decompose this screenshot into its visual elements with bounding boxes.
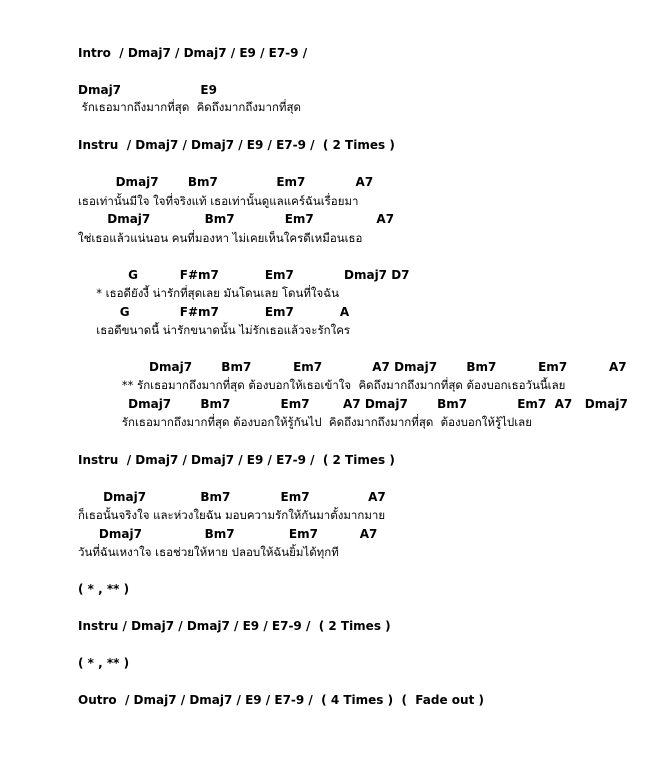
repeat-marker: ( * , ** ) [78, 656, 130, 670]
intro-line: Intro / Dmaj7 / Dmaj7 / E9 / E7-9 / [78, 46, 308, 60]
lyric-line: เธอดีขนาดนี้ น่ารักขนาดนั้น ไม่รักเธอแล้วจะรักใคร [78, 323, 351, 337]
lyric-line: เธอเท่านั้นมีใจ ใจที่จริงแท้ เธอเท่านั้นดูแลแคร์ฉันเรื่อยมา [78, 194, 359, 208]
lyric-line: ใช่เธอแล้วแน่นอน คนที่มองหา ไม่เคยเห็นใครดีเหมือนเธอ [78, 231, 363, 245]
repeat-marker: ( * , ** ) [78, 582, 130, 596]
lyric-line: รักเธอมากถึงมากที่สุด ต้องบอกให้รู้กันไป คิดถึงมากถึงมากที่สุด ต้องบอกให้รู้ไปเลย [78, 415, 532, 429]
chord-line: G F#m7 Em7 Dmaj7 D7 [78, 268, 410, 282]
verse-chord-line: Dmaj7 E9 [78, 83, 217, 97]
chord-line: Dmaj7 Bm7 Em7 A7 Dmaj7 Bm7 Em7 A7 Dmaj7 [78, 397, 628, 411]
chord-line: Dmaj7 Bm7 Em7 A7 Dmaj7 Bm7 Em7 A7 [78, 360, 627, 374]
chord-line: Dmaj7 Bm7 Em7 A7 [78, 175, 374, 189]
chord-line: Dmaj7 Bm7 Em7 A7 [78, 212, 395, 226]
lyric-line: ** รักเธอมากถึงมากที่สุด ต้องบอกให้เธอเข้าใจ คิดถึงมากถึงมากที่สุด ต้องบอกเธอวันนี้เลย [78, 378, 566, 392]
lyric-line: * เธอดียังงี้ น่ารักที่สุดเลย มันโดนเลย โดนที่ใจฉัน [78, 286, 339, 300]
outro-line: Outro / Dmaj7 / Dmaj7 / E9 / E7-9 / ( 4 Times ) ( Fade out ) [78, 693, 484, 707]
lyric-line: วันที่ฉันเหงาใจ เธอช่วยให้หาย ปลอบให้ฉันยิ้มได้ทุกที [78, 545, 339, 559]
chord-line: Dmaj7 Bm7 Em7 A7 [78, 490, 386, 504]
instru-line: Instru / Dmaj7 / Dmaj7 / E9 / E7-9 / ( 2 Times ) [78, 138, 395, 152]
verse-lyric-line: รักเธอมากถึงมากที่สุด คิดถึงมากถึงมากที่สุด [78, 100, 301, 114]
chord-line: G F#m7 Em7 A [78, 305, 350, 319]
instru-line: Instru / Dmaj7 / Dmaj7 / E9 / E7-9 / ( 2 Times ) [78, 453, 395, 467]
chord-line: Dmaj7 Bm7 Em7 A7 [78, 527, 378, 541]
instru-line: Instru / Dmaj7 / Dmaj7 / E9 / E7-9 / ( 2 Times ) [78, 619, 391, 633]
lyric-line: ก็เธอนั้นจริงใจ และห่วงใยฉัน มอบความรักให้กันมาตั้งมากมาย [78, 508, 386, 522]
